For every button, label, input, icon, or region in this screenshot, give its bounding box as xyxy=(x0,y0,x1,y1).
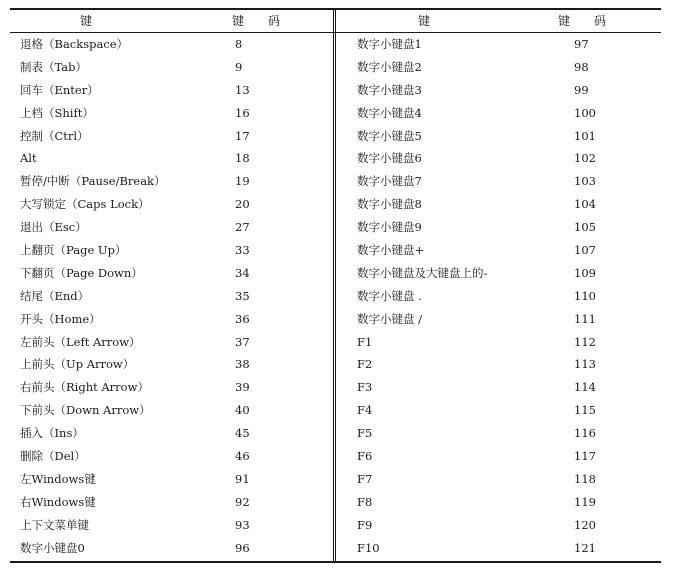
key-code: 9 xyxy=(235,59,243,74)
key-code: 37 xyxy=(235,334,250,349)
table-row xyxy=(10,285,330,308)
key-code: 46 xyxy=(235,449,250,464)
key-name: 左前头（Left Arrow） xyxy=(20,334,141,349)
key-name: 制表（Tab） xyxy=(20,59,87,74)
table-row xyxy=(347,331,667,354)
key-code: 110 xyxy=(574,288,596,303)
key-code: 97 xyxy=(574,37,589,51)
key-code: 38 xyxy=(235,357,250,372)
table-row xyxy=(347,285,667,308)
table-row xyxy=(10,56,330,79)
key-name: 开头（Home） xyxy=(20,311,101,326)
key-name: 数字小键盘+ xyxy=(357,243,425,258)
key-code: 40 xyxy=(235,403,250,418)
key-name: Alt xyxy=(20,151,37,166)
table-row xyxy=(347,239,667,262)
key-code: 105 xyxy=(574,220,596,235)
table-row xyxy=(10,537,330,560)
key-code: 118 xyxy=(574,471,596,486)
table-row xyxy=(10,239,330,262)
table-row xyxy=(10,445,330,468)
key-name: 数字小键盘4 xyxy=(357,105,422,120)
key-name: 数字小键盘2 xyxy=(357,59,422,74)
key-code: 114 xyxy=(574,380,596,395)
table-row xyxy=(10,514,330,537)
table-row xyxy=(347,491,667,514)
key-code: 39 xyxy=(235,380,250,395)
header-left-code: 键 码 xyxy=(232,14,281,28)
key-name: 数字小键盘7 xyxy=(357,174,422,189)
table-row xyxy=(347,79,667,102)
key-code: 18 xyxy=(235,151,250,166)
key-code: 100 xyxy=(574,105,596,120)
key-name: F6 xyxy=(357,449,373,464)
key-code: 33 xyxy=(235,243,250,258)
key-name: 下翻页（Page Down） xyxy=(20,265,143,280)
key-name: 右前头（Right Arrow） xyxy=(20,380,149,395)
table-row xyxy=(347,56,667,79)
table-row xyxy=(10,216,330,239)
key-code: 98 xyxy=(574,59,589,74)
table-row xyxy=(347,353,667,376)
header-left-key: 键 xyxy=(80,14,93,28)
key-name: F10 xyxy=(357,540,380,555)
table-row xyxy=(10,147,330,170)
key-code: 36 xyxy=(235,311,250,326)
key-code: 16 xyxy=(235,105,250,120)
table-row xyxy=(10,468,330,491)
key-name: F8 xyxy=(357,494,373,509)
key-name: 下前头（Down Arrow） xyxy=(20,403,151,418)
key-name: 数字小键盘 / xyxy=(357,311,423,326)
key-code: 109 xyxy=(574,265,596,280)
key-code: 99 xyxy=(574,82,589,97)
key-name: 插入（Ins） xyxy=(20,426,84,441)
table-row xyxy=(347,468,667,491)
key-name: F5 xyxy=(357,426,373,441)
key-code: 121 xyxy=(574,540,596,555)
key-name: F3 xyxy=(357,380,373,395)
key-code: 107 xyxy=(574,243,596,258)
header-right-code: 键 码 xyxy=(558,14,607,28)
key-code: 104 xyxy=(574,197,596,212)
table-row xyxy=(347,216,667,239)
table-row xyxy=(10,79,330,102)
key-code: 27 xyxy=(235,220,250,235)
key-code: 103 xyxy=(574,174,596,189)
table-row xyxy=(10,125,330,148)
table-row xyxy=(347,445,667,468)
key-name: 暂停/中断（Pause/Break） xyxy=(20,174,166,189)
key-name: 回车（Enter） xyxy=(20,82,99,97)
key-name: 大写锁定（Caps Lock） xyxy=(20,197,150,212)
table-row xyxy=(10,331,330,354)
key-name: 删除（Del） xyxy=(20,449,86,464)
key-name: F7 xyxy=(357,471,373,486)
key-code: 92 xyxy=(235,494,250,509)
key-name: 数字小键盘5 xyxy=(357,128,422,143)
key-name: 上下文菜单键 xyxy=(20,517,89,532)
table-row xyxy=(347,102,667,125)
key-code: 17 xyxy=(235,128,250,143)
key-code: 91 xyxy=(235,471,250,486)
key-code: 119 xyxy=(574,494,596,509)
table-row xyxy=(10,491,330,514)
key-name: 数字小键盘6 xyxy=(357,151,422,166)
table-row xyxy=(10,308,330,331)
key-name: F4 xyxy=(357,403,373,418)
table-row xyxy=(347,170,667,193)
key-code: 96 xyxy=(235,540,250,555)
table-row xyxy=(347,33,667,56)
table-row xyxy=(10,193,330,216)
key-name: 上前头（Up Arrow） xyxy=(20,357,135,372)
key-name: F1 xyxy=(357,334,373,349)
key-name: 数字小键盘8 xyxy=(357,197,422,212)
key-name: 结尾（End） xyxy=(20,288,90,303)
key-code: 35 xyxy=(235,288,250,303)
key-name: 上档（Shift） xyxy=(20,105,94,120)
table-row xyxy=(347,193,667,216)
key-code: 19 xyxy=(235,174,250,189)
key-code: 120 xyxy=(574,517,596,532)
table-row xyxy=(10,262,330,285)
key-name: F2 xyxy=(357,357,373,372)
right-column xyxy=(347,33,667,559)
key-code: 115 xyxy=(574,403,596,418)
table-row xyxy=(347,537,667,560)
key-code: 8 xyxy=(235,37,243,51)
key-name: 上翻页（Page Up） xyxy=(20,243,127,258)
table-row xyxy=(10,399,330,422)
key-name: 数字小键盘3 xyxy=(357,82,422,97)
key-code: 20 xyxy=(235,197,250,212)
key-name: 数字小键盘9 xyxy=(357,220,422,235)
key-name: 控制（Ctrl） xyxy=(20,128,89,143)
key-name: 左Windows键 xyxy=(20,471,96,486)
table-row xyxy=(10,376,330,399)
table-row xyxy=(10,353,330,376)
key-code-table xyxy=(10,8,661,563)
key-code: 116 xyxy=(574,426,596,441)
table-row xyxy=(347,147,667,170)
key-name: 数字小键盘及大键盘上的- xyxy=(357,265,488,280)
key-code: 13 xyxy=(235,82,250,97)
key-name: 右Windows键 xyxy=(20,494,96,509)
key-code: 112 xyxy=(574,334,596,349)
table-row xyxy=(10,102,330,125)
key-code: 111 xyxy=(574,311,596,326)
key-code: 93 xyxy=(235,517,250,532)
key-name: 数字小键盘1 xyxy=(357,37,422,51)
key-code: 45 xyxy=(235,426,250,441)
key-code: 113 xyxy=(574,357,596,372)
table-row xyxy=(347,262,667,285)
table-row xyxy=(10,33,330,56)
left-column xyxy=(10,33,330,559)
table-row xyxy=(10,170,330,193)
key-name: 数字小键盘0 xyxy=(20,540,85,555)
table-row xyxy=(347,376,667,399)
key-code: 34 xyxy=(235,265,250,280)
key-name: 数字小键盘 . xyxy=(357,288,422,303)
table-row xyxy=(347,125,667,148)
table-row xyxy=(347,308,667,331)
table-row xyxy=(347,422,667,445)
header-right-key: 键 xyxy=(418,14,431,28)
key-name: F9 xyxy=(357,517,373,532)
key-name: 退格（Backspace） xyxy=(20,37,129,51)
key-code: 117 xyxy=(574,449,596,464)
key-name: 退出（Esc） xyxy=(20,220,87,235)
key-code: 102 xyxy=(574,151,596,166)
table-row xyxy=(347,514,667,537)
table-row xyxy=(10,422,330,445)
column-separator xyxy=(333,8,336,563)
key-code: 101 xyxy=(574,128,596,143)
table-row xyxy=(347,399,667,422)
